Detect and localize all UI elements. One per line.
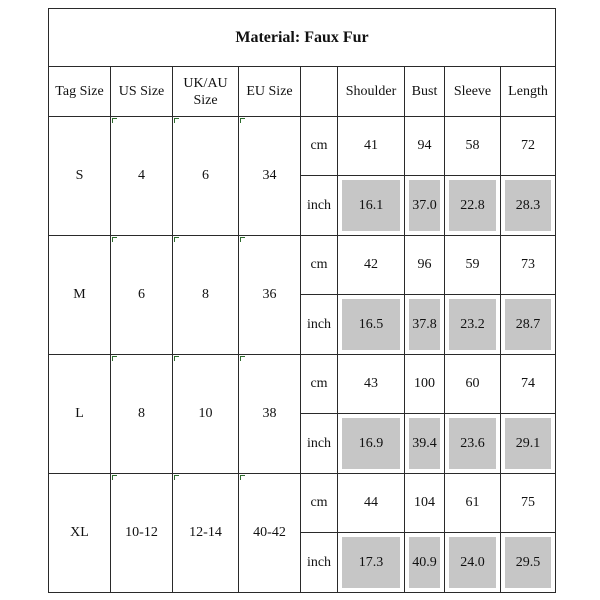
- header-us-size: US Size: [111, 67, 173, 117]
- size-chart: [48, 8, 555, 592]
- eu-size-cell: 34: [239, 117, 301, 236]
- sleeve-cm-cell: 59: [445, 236, 501, 295]
- header-shoulder: Shoulder: [338, 67, 405, 117]
- length-cm-cell: 73: [501, 236, 556, 295]
- shoulder-cm-cell: 44: [338, 474, 405, 533]
- sleeve-inch-cell: 23.6: [445, 414, 501, 474]
- unit-label-inch: inch: [301, 533, 338, 593]
- tag-size-cell: M: [49, 236, 111, 355]
- shoulder-inch-cell: 16.9: [338, 414, 405, 474]
- unit-label-inch: inch: [301, 295, 338, 355]
- table-row-cm: [49, 236, 556, 295]
- size-rows: [49, 117, 556, 593]
- sleeve-inch-cell: 24.0: [445, 533, 501, 593]
- table-row-cm: [49, 474, 556, 533]
- bust-cm-cell: 100: [405, 355, 445, 414]
- eu-size-cell: 36: [239, 236, 301, 355]
- bust-inch-cell: 37.0: [405, 176, 445, 236]
- shoulder-inch-cell: 16.5: [338, 295, 405, 355]
- unit-label-cm: cm: [301, 117, 338, 176]
- header-bust: Bust: [405, 67, 445, 117]
- sleeve-inch-cell: 22.8: [445, 176, 501, 236]
- bust-cm-cell: 104: [405, 474, 445, 533]
- header-unit: [301, 67, 338, 117]
- shoulder-cm-cell: 43: [338, 355, 405, 414]
- bust-inch-cell: 39.4: [405, 414, 445, 474]
- length-cm-cell: 75: [501, 474, 556, 533]
- table-row-cm: [49, 117, 556, 176]
- header-eu-size: EU Size: [239, 67, 301, 117]
- unit-label-inch: inch: [301, 176, 338, 236]
- table-title: Material: Faux Fur: [49, 9, 556, 67]
- unit-label-inch: inch: [301, 414, 338, 474]
- sleeve-cm-cell: 61: [445, 474, 501, 533]
- tag-size-cell: L: [49, 355, 111, 474]
- length-cm-cell: 74: [501, 355, 556, 414]
- us-size-cell: 10-12: [111, 474, 173, 593]
- table-row-cm: [49, 355, 556, 414]
- header-uk-au-size: UK/AU Size: [173, 67, 239, 117]
- eu-size-cell: 38: [239, 355, 301, 474]
- us-size-cell: 8: [111, 355, 173, 474]
- sleeve-inch-cell: 23.2: [445, 295, 501, 355]
- bust-inch-cell: 37.8: [405, 295, 445, 355]
- sleeve-cm-cell: 60: [445, 355, 501, 414]
- length-inch-cell: 28.3: [501, 176, 556, 236]
- uk-au-size-cell: 6: [173, 117, 239, 236]
- length-inch-cell: 28.7: [501, 295, 556, 355]
- shoulder-cm-cell: 41: [338, 117, 405, 176]
- header-tag-size: Tag Size: [49, 67, 111, 117]
- bust-inch-cell: 40.9: [405, 533, 445, 593]
- shoulder-cm-cell: 42: [338, 236, 405, 295]
- header-row: [49, 67, 556, 117]
- bust-cm-cell: 96: [405, 236, 445, 295]
- length-cm-cell: 72: [501, 117, 556, 176]
- us-size-cell: 6: [111, 236, 173, 355]
- uk-au-size-cell: 10: [173, 355, 239, 474]
- bust-cm-cell: 94: [405, 117, 445, 176]
- length-inch-cell: 29.5: [501, 533, 556, 593]
- eu-size-cell: 40-42: [239, 474, 301, 593]
- header-sleeve: Sleeve: [445, 67, 501, 117]
- unit-label-cm: cm: [301, 236, 338, 295]
- shoulder-inch-cell: 17.3: [338, 533, 405, 593]
- unit-label-cm: cm: [301, 474, 338, 533]
- us-size-cell: 4: [111, 117, 173, 236]
- size-table: [48, 8, 556, 593]
- sleeve-cm-cell: 58: [445, 117, 501, 176]
- uk-au-size-cell: 8: [173, 236, 239, 355]
- unit-label-cm: cm: [301, 355, 338, 414]
- uk-au-size-cell: 12-14: [173, 474, 239, 593]
- tag-size-cell: XL: [49, 474, 111, 593]
- header-length: Length: [501, 67, 556, 117]
- shoulder-inch-cell: 16.1: [338, 176, 405, 236]
- length-inch-cell: 29.1: [501, 414, 556, 474]
- tag-size-cell: S: [49, 117, 111, 236]
